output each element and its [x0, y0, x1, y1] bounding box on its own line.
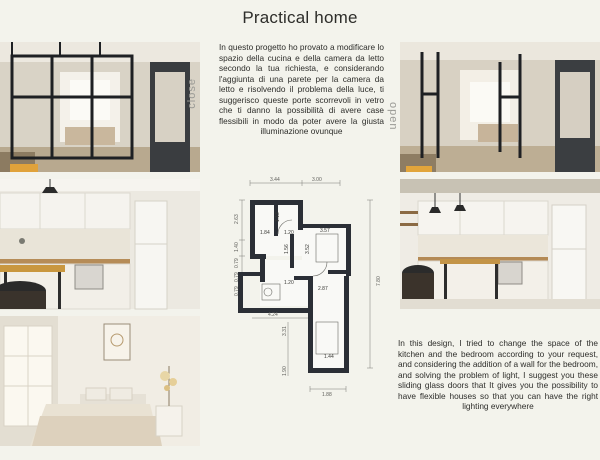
fp-bottom-dim: 1.88	[322, 392, 332, 398]
fp-top-dim-2: 3.00	[312, 177, 322, 183]
fp-inner-dim-8: 2.87	[318, 286, 328, 292]
paragraph-english: In this design, I tried to change the space of the kitchen and the bedroom according to your request, and considering the addition of a wall for the bedroom, and solving the problem of light, I suggest you these sliding glass doors that It gives you the possibility to have flexible houses so that you can have the right lighting everywhere	[398, 338, 598, 411]
floor-plan	[208, 172, 398, 404]
fp-inner-dim-9: 4.24	[268, 312, 278, 318]
fp-inner-dim-1: 1.84	[260, 230, 270, 236]
page-title: Practical home	[242, 8, 358, 27]
render-bedroom-open	[387, 42, 600, 172]
render-kitchen-left	[0, 179, 200, 309]
fp-left-dim-2: 1.40	[234, 242, 240, 252]
close-label: close	[186, 78, 198, 109]
fp-inner-dim-7: 1.20	[284, 280, 294, 286]
fp-top-dim-1: 3.44	[270, 177, 280, 183]
fp-inner-dim-12: 1.44	[324, 354, 334, 360]
fp-right-dim: 7.80	[376, 276, 382, 286]
fp-inner-dim-11: 1.90	[282, 366, 288, 376]
fp-left-dim-1: 2.63	[234, 214, 240, 224]
render-kitchen-right	[400, 179, 600, 309]
open-label: open	[387, 102, 399, 131]
fp-left-dim-3: 0.79	[234, 258, 240, 268]
render-bedroom-closed	[0, 42, 200, 172]
fp-inner-dim-3: 1.13	[275, 212, 281, 222]
fp-left-dim-4: 0.79	[234, 272, 240, 282]
fp-left-dim-5: 0.79	[234, 286, 240, 296]
render-bedroom	[0, 316, 200, 446]
fp-inner-dim-2: 1.20	[284, 230, 294, 236]
fp-inner-dim-5: 3.57	[320, 228, 330, 234]
fp-inner-dim-6: 3.52	[305, 244, 311, 254]
fp-inner-dim-4: 1.56	[284, 244, 290, 254]
paragraph-italian: In questo progetto ho provato a modificare lo spazio della cucina e della camera da letto secondo la tua richiesta, e considerando l'aggiunta di una parete per la camera da letto e risolvendo il problema della luce, ti suggerisco queste porte scorrevoli in vetro che ti danno la possibilità di avere case flessibili in modo da poter avere la giusta illuminazione ovunque	[219, 42, 384, 136]
fp-inner-dim-10: 3.31	[282, 326, 288, 336]
